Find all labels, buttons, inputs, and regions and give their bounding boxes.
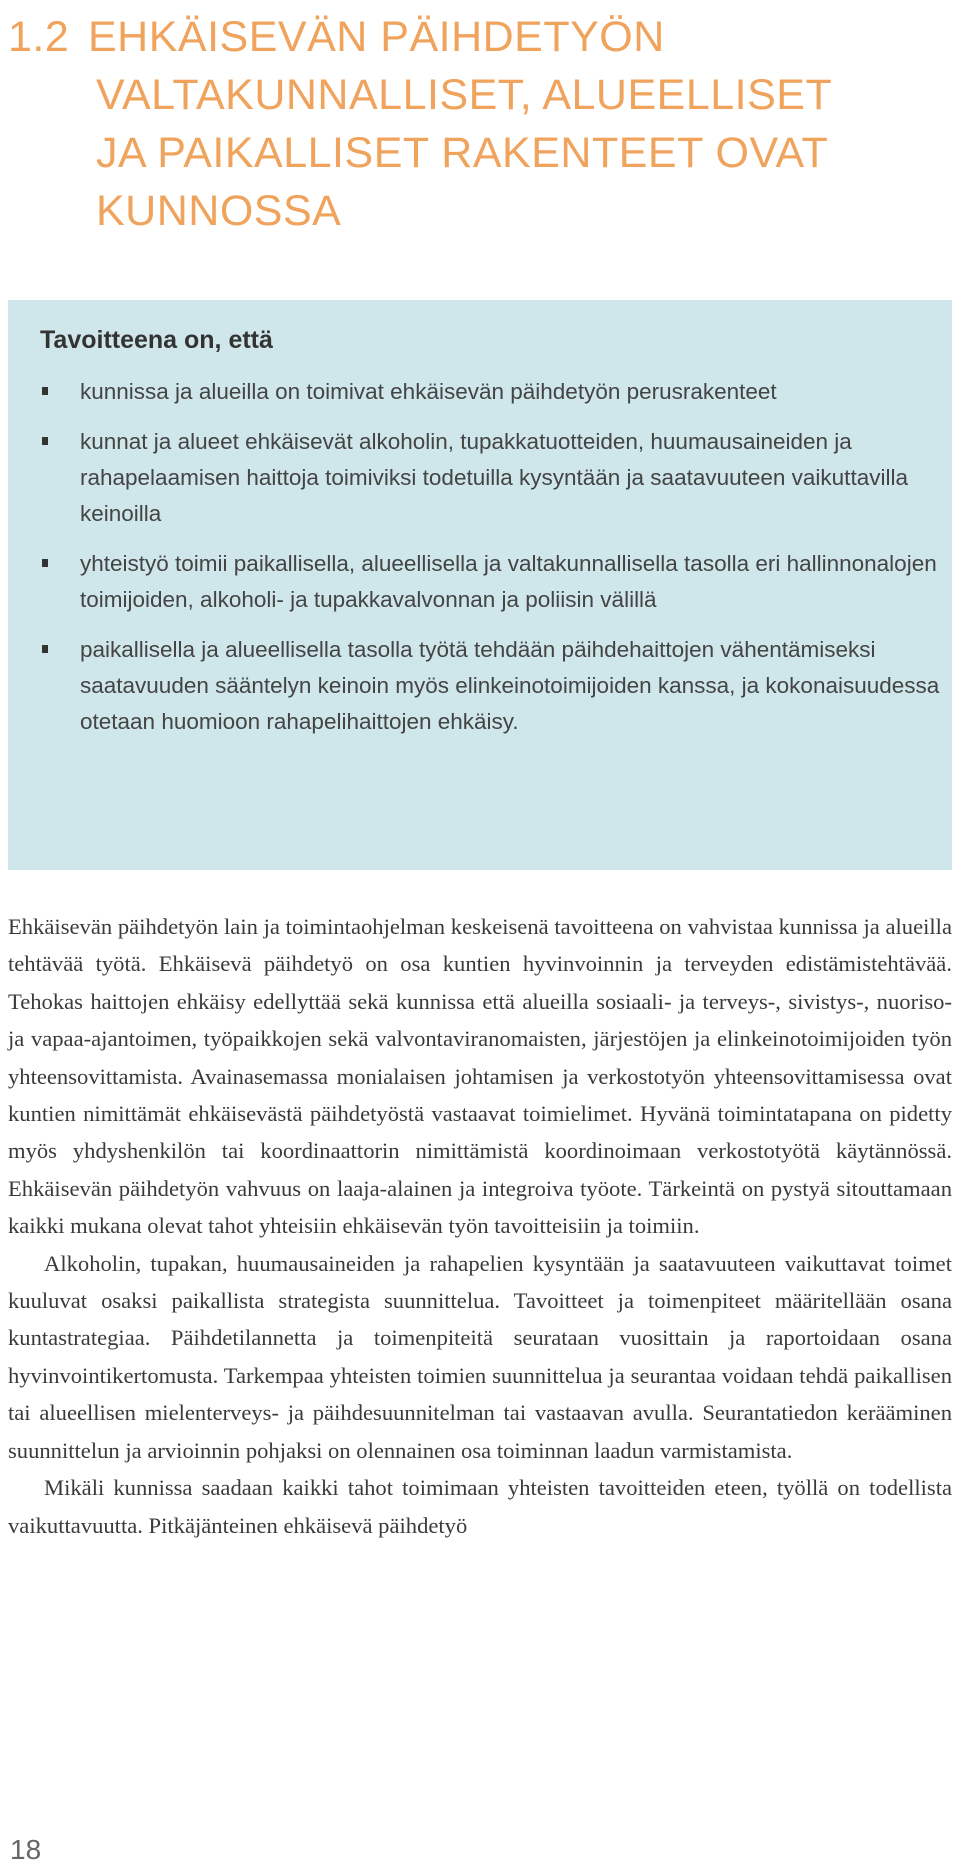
bullet-icon xyxy=(42,559,48,567)
section-title-line: KUNNOSSA xyxy=(96,187,342,235)
section-number: 1.2 xyxy=(8,13,70,61)
section-title-line: EHKÄISEVÄN PÄIHDETYÖN xyxy=(88,13,665,61)
goals-box xyxy=(8,300,952,870)
body-text xyxy=(8,908,952,1544)
section-title-line: JA PAIKALLISET RAKENTEET OVAT xyxy=(96,129,829,177)
body-paragraph: Ehkäisevän päihdetyön lain ja toimintaohjelman keskeisenä tavoitteena on vahvistaa kunnissa ja alueilla tehtävää työtä. Ehkäisevä päihdetyö on osa kuntien hyvinvoinnin ja terveyden edistämistehtävää. Tehokas haittojen ehkäisy edellyttää sekä kunnissa että alueilla sosiaali- ja terveys-, sivistys-, nuoriso- ja vapaa-ajantoimen, työpaikkojen sekä valvontaviranomaisten, järjestöjen ja elinkeinotoimijoiden työn yhteensovittamista. Avainasemassa monialaisen johtamisen ja verkostotyön yhteensovittamisessa ovat kuntien nimittämät ehkäisevästä päihdetyöstä vastaavat toimielimet. Hyvänä toimintatapana on pidetty myös yhdyshenkilön tai koordinaattorin nimittämistä koordinoimaan verkostotyötä käytännössä. Ehkäisevän päihdetyön vahvuus on laaja-alainen ja integroiva työote. Tärkeintä on pystyä sitouttamaan kaikki mukana olevat tahot yhteisiin ehkäisevän työn tavoitteisiin ja toimiin. xyxy=(8,914,952,1239)
section-heading xyxy=(8,8,948,240)
bullet-icon xyxy=(42,387,48,395)
goal-item-text: paikallisella ja alueellisella tasolla työtä tehdään päihdehaittojen vähentämiseksi saatavuuden sääntelyn keinoin myös elinkeinotoimijoiden kanssa, ja kokonaisuudessa otetaan huomioon rahapelihaittojen ehkäisy. xyxy=(80,637,940,734)
goal-item-text: kunnat ja alueet ehkäisevät alkoholin, tupakkatuotteiden, huumausaineiden ja rahapelaamisen haittoja toimiviksi todetuilla kysyntään ja saatavuuteen vaikuttavilla keinoilla xyxy=(80,429,908,526)
goal-item xyxy=(40,374,940,410)
section-title-line: VALTAKUNNALLISET, ALUEELLISET xyxy=(96,71,833,119)
goals-title: Tavoitteena on, että xyxy=(40,326,273,354)
page-number: 18 xyxy=(10,1834,42,1865)
goal-item-text: yhteistyö toimii paikallisella, alueellisella ja valtakunnallisella tasolla eri hallinnonalojen toimijoiden, alkoholi- ja tupakkavalvonnan ja poliisin välillä xyxy=(80,551,937,612)
bullet-icon xyxy=(42,437,48,445)
bullet-icon xyxy=(42,645,48,653)
goals-list xyxy=(40,374,940,754)
goal-item-text: kunnissa ja alueilla on toimivat ehkäisevän päihdetyön perusrakenteet xyxy=(80,379,777,404)
body-paragraph: Mikäli kunnissa saadaan kaikki tahot toimimaan yhteisten tavoitteiden eteen, työllä on todellista vaikuttavuutta. Pitkäjänteinen ehkäisevä päihdetyö xyxy=(8,1475,952,1538)
section-heading-line-1 xyxy=(8,8,948,66)
goal-item xyxy=(40,632,940,740)
goal-item xyxy=(40,424,940,532)
goal-item xyxy=(40,546,940,618)
body-paragraph: Alkoholin, tupakan, huumausaineiden ja rahapelien kysyntään ja saatavuuteen vaikuttavat toimet kuuluvat osaksi paikallista strategista suunnittelua. Tavoitteet ja toimenpiteet määritellään osana kuntastrategiaa. Päihdetilannetta ja toimenpiteitä seurataan vuosittain ja raportoidaan osana hyvinvointikertomusta. Tarkempaa yhteisten toimien suunnittelua ja seurantaa voidaan tehdä paikallisen tai alueellisen mielenterveys- ja päihdesuunnitelman tai vastaavan avulla. Seurantatiedon kerääminen suunnittelun ja arvioinnin pohjaksi on olennainen osa toiminnan laadun varmistamista. xyxy=(8,1250,952,1463)
